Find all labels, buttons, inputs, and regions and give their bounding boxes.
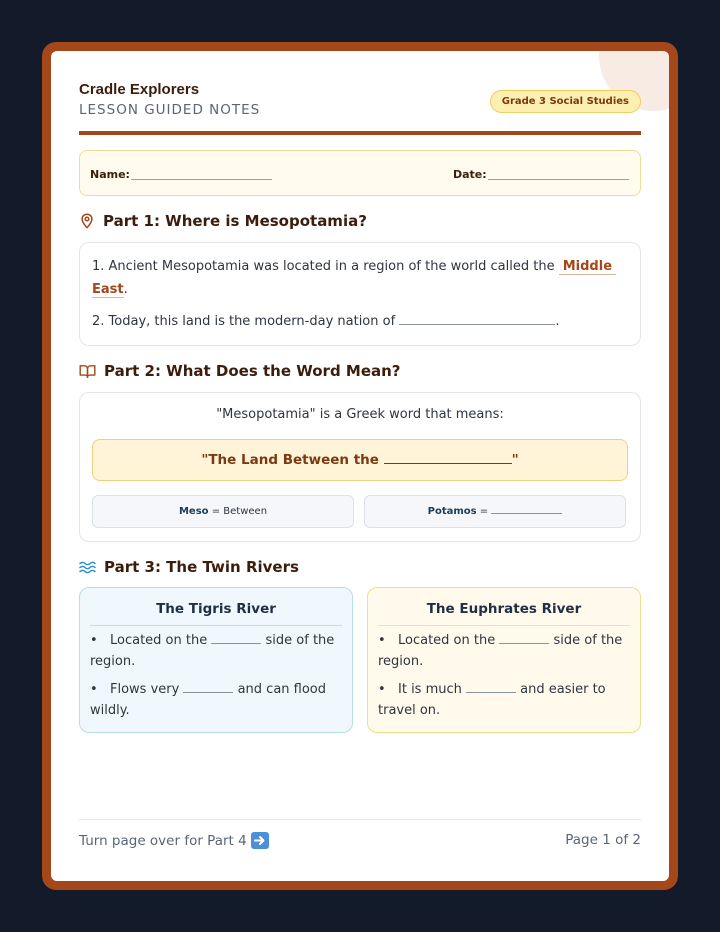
euphrates-card: [367, 587, 641, 733]
name-label: Name:: [90, 168, 130, 181]
header-divider: [79, 131, 641, 135]
meso-root-box: [92, 495, 354, 528]
tigris-b1-pre: Located on the: [110, 633, 208, 648]
footer-turn-page: [79, 832, 269, 849]
tigris-b1-post: side of the: [265, 633, 335, 648]
part1-heading: [79, 212, 367, 230]
part3-title: Part 3: The Twin Rivers: [104, 558, 299, 576]
potamos-blank[interactable]: [491, 513, 562, 514]
tigris-card: [79, 587, 353, 733]
part2-card: [79, 392, 641, 542]
date-field[interactable]: [488, 179, 629, 180]
euphrates-side-blank[interactable]: [499, 643, 549, 644]
tigris-b2-pre: Flows very: [110, 682, 180, 697]
euphrates-b2-pre: It is much: [398, 682, 462, 697]
meso-term: Meso: [178, 506, 209, 517]
tigris-b1-line2: region.: [90, 654, 136, 669]
potamos-term: Potamos: [427, 506, 477, 517]
name-date-box: [79, 150, 641, 196]
part2-heading: [79, 362, 401, 380]
question-2: [92, 310, 559, 333]
euphrates-quality-blank[interactable]: [466, 692, 516, 693]
meaning-blank[interactable]: [384, 463, 512, 464]
question-2-text: 2. Today, this land is the modern-day nation of: [92, 314, 396, 329]
bullet-dot: •: [90, 633, 98, 648]
euphrates-b2-line2: travel on.: [378, 703, 441, 718]
euphrates-b2-post: and easier to: [520, 682, 606, 697]
waves-icon: [79, 559, 96, 575]
question-1-text: 1. Ancient Mesopotamia was located in a region of the world called the: [92, 259, 555, 274]
question-1-period: .: [123, 282, 128, 297]
question-1-continuation: [92, 278, 128, 301]
bullet-dot: •: [90, 682, 98, 697]
euphrates-bullet-1: [378, 630, 628, 672]
page-number: Page 1 of 2: [565, 832, 641, 848]
question-1: [92, 255, 616, 278]
answer-middle[interactable]: Middle: [559, 259, 616, 275]
tigris-speed-blank[interactable]: [183, 692, 233, 693]
question-2-period: .: [555, 314, 560, 329]
euphrates-b1-pre: Located on the: [398, 633, 496, 648]
nation-blank[interactable]: [399, 324, 555, 325]
meaning-close-quote: ": [511, 452, 519, 468]
right-arrow-icon: [251, 832, 269, 849]
tigris-title: The Tigris River: [90, 601, 342, 626]
grade-badge: Grade 3 Social Studies: [490, 90, 641, 113]
footer-turn-page-text: Turn page over for Part 4: [79, 832, 247, 849]
open-book-icon: [79, 363, 96, 379]
part2-title: Part 2: What Does the Word Mean?: [104, 362, 401, 380]
potamos-equals: =: [479, 506, 489, 517]
part1-card: [79, 242, 641, 346]
bullet-dot: •: [378, 682, 386, 697]
map-pin-icon: [79, 213, 95, 229]
potamos-root-box: [364, 495, 626, 528]
meso-definition: = Between: [211, 506, 268, 517]
tigris-bullet-1: [90, 630, 340, 672]
euphrates-title: The Euphrates River: [378, 601, 630, 626]
footer-divider: [79, 819, 641, 820]
euphrates-b1-post: side of the: [553, 633, 623, 648]
euphrates-bullet-2: [378, 679, 628, 721]
date-label: Date:: [453, 168, 487, 181]
tigris-b2-post: and can flood: [237, 682, 327, 697]
tigris-side-blank[interactable]: [211, 643, 261, 644]
worksheet-page: [51, 51, 669, 881]
answer-east[interactable]: East: [92, 282, 124, 297]
part1-title: Part 1: Where is Mesopotamia?: [103, 212, 367, 230]
meaning-box: [92, 439, 628, 481]
euphrates-b1-line2: region.: [378, 654, 424, 669]
meaning-intro: "Mesopotamia" is a Greek word that means:: [216, 407, 504, 422]
brand-name: Cradle Explorers: [79, 81, 200, 98]
document-type: LESSON GUIDED NOTES: [79, 102, 261, 118]
name-field[interactable]: [131, 179, 272, 180]
meaning-text: "The Land Between the: [201, 452, 379, 468]
tigris-bullet-2: [90, 679, 340, 721]
bullet-dot: •: [378, 633, 386, 648]
tigris-b2-line2: wildly.: [90, 703, 130, 718]
part3-heading: [79, 558, 299, 576]
